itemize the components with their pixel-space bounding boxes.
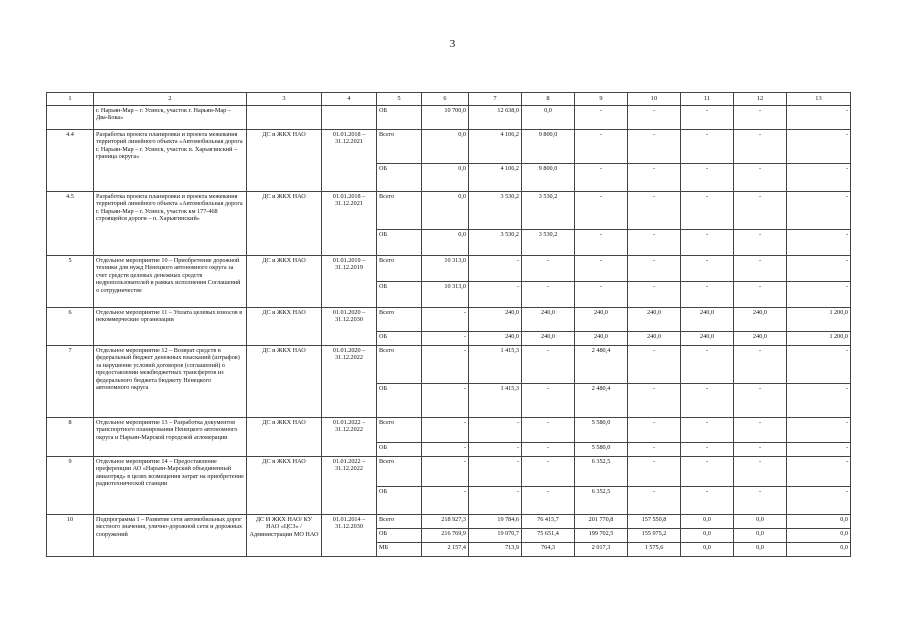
value-cell: 2 157,4 <box>422 543 469 557</box>
table-row <box>47 106 851 130</box>
value-cell: - <box>422 457 469 487</box>
value-cell: - <box>734 130 787 164</box>
value-cell: - <box>734 384 787 418</box>
row-name: Подпрограмма 1 – Развитие сети автомобильных дорог местного значения, улично-дорожной сети и дорожных сооружений <box>94 515 247 557</box>
value-cell: - <box>628 106 681 130</box>
col-header: 4 <box>322 93 377 106</box>
value-cell: - <box>469 282 522 308</box>
value-cell: - <box>469 443 522 457</box>
finance-type: ОБ <box>377 487 422 515</box>
value-cell: 155 975,2 <box>628 529 681 543</box>
period: 01.01.2014 – 31.12.2030 <box>322 515 377 557</box>
col-header: 10 <box>628 93 681 106</box>
value-cell: - <box>469 457 522 487</box>
value-cell: 0,0 <box>681 515 734 529</box>
value-cell: - <box>681 282 734 308</box>
value-cell: - <box>681 487 734 515</box>
value-cell: - <box>422 308 469 332</box>
value-cell: 240,0 <box>681 332 734 346</box>
value-cell: 216 769,9 <box>422 529 469 543</box>
value-cell: - <box>628 282 681 308</box>
finance-type: Всего <box>377 256 422 282</box>
value-cell: - <box>734 164 787 192</box>
value-cell: - <box>422 418 469 443</box>
finance-type: МБ <box>377 543 422 557</box>
value-cell: - <box>522 282 575 308</box>
value-cell: - <box>734 457 787 487</box>
table-row <box>47 515 851 529</box>
finance-type: ОБ <box>377 529 422 543</box>
value-cell: - <box>575 192 628 230</box>
finance-type: Всего <box>377 418 422 443</box>
value-cell: - <box>681 256 734 282</box>
value-cell: - <box>628 384 681 418</box>
executor: ДС И ЖКХ НАО/ КУ НАО «ЦСЗ» / Администрации МО НАО <box>247 515 322 557</box>
value-cell: - <box>628 457 681 487</box>
value-cell: 1 415,3 <box>469 384 522 418</box>
value-cell: - <box>787 256 851 282</box>
value-cell: - <box>787 443 851 457</box>
value-cell: - <box>422 443 469 457</box>
row-number: 4.5 <box>47 192 94 256</box>
value-cell: 0,0 <box>422 230 469 256</box>
value-cell: - <box>734 418 787 443</box>
value-cell: - <box>681 457 734 487</box>
executor: ДС и ЖКХ НАО <box>247 308 322 346</box>
value-cell: 2 480,4 <box>575 384 628 418</box>
value-cell: - <box>681 192 734 230</box>
value-cell: 10 700,0 <box>422 106 469 130</box>
value-cell: - <box>681 164 734 192</box>
finance-type: ОБ <box>377 230 422 256</box>
period: 01.01.2018 – 31.12.2021 <box>322 130 377 192</box>
value-cell: - <box>681 106 734 130</box>
value-cell: 0,0 <box>522 106 575 130</box>
value-cell: - <box>422 332 469 346</box>
value-cell: - <box>628 487 681 515</box>
value-cell: 240,0 <box>522 332 575 346</box>
value-cell: 3 530,2 <box>522 230 575 256</box>
value-cell: - <box>469 256 522 282</box>
finance-type: Всего <box>377 346 422 384</box>
executor: ДС и ЖКХ НАО <box>247 256 322 308</box>
row-name: Отдельное мероприятие 14 – Предоставление преференции АО «Нарьян-Марский объединенный авиаотряд» в целях возмещения затрат на приобретение радиотехнической станции <box>94 457 247 515</box>
col-header: 7 <box>469 93 522 106</box>
value-cell: 201 770,8 <box>575 515 628 529</box>
value-cell: 713,9 <box>469 543 522 557</box>
value-cell: 157 550,8 <box>628 515 681 529</box>
value-cell: 240,0 <box>628 308 681 332</box>
finance-type: Всего <box>377 515 422 529</box>
value-cell: - <box>787 457 851 487</box>
finance-type: Всего <box>377 192 422 230</box>
value-cell: 240,0 <box>628 332 681 346</box>
header-row <box>47 93 851 106</box>
value-cell: - <box>787 282 851 308</box>
finance-type: ОБ <box>377 164 422 192</box>
table-row <box>47 308 851 332</box>
value-cell: 5 580,0 <box>575 418 628 443</box>
value-cell: 0,0 <box>681 529 734 543</box>
value-cell: 199 702,5 <box>575 529 628 543</box>
value-cell: 240,0 <box>469 308 522 332</box>
value-cell: - <box>734 192 787 230</box>
value-cell: - <box>522 346 575 384</box>
value-cell: - <box>575 106 628 130</box>
value-cell: 5 580,0 <box>575 443 628 457</box>
value-cell: - <box>734 230 787 256</box>
value-cell: 0,0 <box>734 543 787 557</box>
value-cell: 6 352,5 <box>575 457 628 487</box>
value-cell: 0,0 <box>787 515 851 529</box>
row-name: Отдельное мероприятие 10 – Приобретение дорожной техники для нужд Ненецкого автономного округа за счет средств целевых денежных средств недропользователей в рамках исполнения Соглашений о сотрудничестве <box>94 256 247 308</box>
value-cell: 12 638,0 <box>469 106 522 130</box>
value-cell: 764,3 <box>522 543 575 557</box>
value-cell: - <box>734 256 787 282</box>
value-cell: 4 106,2 <box>469 130 522 164</box>
value-cell: 0,0 <box>734 529 787 543</box>
value-cell: - <box>575 282 628 308</box>
finance-type: Всего <box>377 457 422 487</box>
value-cell: - <box>734 106 787 130</box>
value-cell: - <box>787 487 851 515</box>
value-cell: - <box>422 487 469 515</box>
value-cell: - <box>787 346 851 384</box>
row-number: 8 <box>47 418 94 457</box>
value-cell: 240,0 <box>575 332 628 346</box>
value-cell: 1 200,0 <box>787 308 851 332</box>
value-cell: - <box>422 346 469 384</box>
value-cell: - <box>628 443 681 457</box>
table-row <box>47 130 851 164</box>
value-cell: 240,0 <box>734 332 787 346</box>
row-name: Разработка проекта планировки и проекта межевания территорий линейного объекта «Автомобильная дорога г. Нарьян-Мар – г. Усинск, участок п. Харьягинский – граница округа» <box>94 130 247 192</box>
value-cell: 218 927,3 <box>422 515 469 529</box>
value-cell: - <box>787 106 851 130</box>
value-cell: 4 106,2 <box>469 164 522 192</box>
col-header: 6 <box>422 93 469 106</box>
col-header: 8 <box>522 93 575 106</box>
value-cell: - <box>469 418 522 443</box>
value-cell: - <box>522 457 575 487</box>
value-cell: - <box>575 230 628 256</box>
table-row <box>47 457 851 487</box>
value-cell: - <box>522 384 575 418</box>
value-cell: - <box>734 487 787 515</box>
budget-table <box>46 92 851 557</box>
executor: ДС и ЖКХ НАО <box>247 346 322 418</box>
row-name: Отдельное мероприятие 11 – Уплата целевых взносов в некоммерческие организации <box>94 308 247 346</box>
value-cell: - <box>628 192 681 230</box>
value-cell: 240,0 <box>469 332 522 346</box>
executor: ДС и ЖКХ НАО <box>247 130 322 192</box>
value-cell: 1 200,0 <box>787 332 851 346</box>
executor: ДС и ЖКХ НАО <box>247 192 322 256</box>
value-cell: - <box>628 164 681 192</box>
value-cell: 3 530,2 <box>522 192 575 230</box>
value-cell: - <box>681 384 734 418</box>
row-name: г. Нарьян-Мар – г. Усинск, участок г. Нарьян-Мар – Два-Бока» <box>94 106 247 130</box>
page-number: 3 <box>449 38 456 50</box>
finance-type: ОБ <box>377 332 422 346</box>
finance-type: ОБ <box>377 282 422 308</box>
row-number: 5 <box>47 256 94 308</box>
period: 01.01.2018 – 31.12.2021 <box>322 192 377 256</box>
value-cell: - <box>628 230 681 256</box>
value-cell: 2 017,3 <box>575 543 628 557</box>
finance-type: Всего <box>377 130 422 164</box>
row-number: 4.4 <box>47 130 94 192</box>
value-cell: 240,0 <box>575 308 628 332</box>
table-row <box>47 256 851 282</box>
value-cell: 19 070,7 <box>469 529 522 543</box>
col-header: 3 <box>247 93 322 106</box>
value-cell: - <box>628 418 681 443</box>
value-cell: - <box>787 130 851 164</box>
value-cell: 1 415,3 <box>469 346 522 384</box>
value-cell: - <box>681 130 734 164</box>
col-header: 9 <box>575 93 628 106</box>
value-cell: 75 651,4 <box>522 529 575 543</box>
value-cell: 9 800,0 <box>522 164 575 192</box>
value-cell: 240,0 <box>681 308 734 332</box>
value-cell: - <box>575 256 628 282</box>
value-cell: 0,0 <box>787 529 851 543</box>
value-cell: 240,0 <box>734 308 787 332</box>
table-row <box>47 418 851 443</box>
value-cell: 0,0 <box>422 130 469 164</box>
value-cell: - <box>628 130 681 164</box>
value-cell: - <box>734 443 787 457</box>
period: 01.01.2020 – 31.12.2030 <box>322 308 377 346</box>
value-cell: - <box>681 418 734 443</box>
value-cell: - <box>469 487 522 515</box>
table-row <box>47 346 851 384</box>
finance-type: ОБ <box>377 384 422 418</box>
value-cell: 9 800,0 <box>522 130 575 164</box>
col-header: 11 <box>681 93 734 106</box>
col-header: 5 <box>377 93 422 106</box>
value-cell: - <box>522 256 575 282</box>
period: 01.01.2019 – 31.12.2019 <box>322 256 377 308</box>
value-cell: 10 313,0 <box>422 282 469 308</box>
row-number: 7 <box>47 346 94 418</box>
value-cell: 19 784,6 <box>469 515 522 529</box>
value-cell: - <box>522 487 575 515</box>
col-header: 2 <box>94 93 247 106</box>
value-cell: 3 530,2 <box>469 230 522 256</box>
value-cell: 1 575,6 <box>628 543 681 557</box>
finance-type: ОБ <box>377 443 422 457</box>
value-cell: - <box>575 130 628 164</box>
value-cell: - <box>734 282 787 308</box>
row-number: 9 <box>47 457 94 515</box>
row-name: Отдельное мероприятие 12 – Возврат средств в федеральный бюджет денежных взысканий (штрафов) за нарушение условий договоров (соглашений) о предоставлении межбюджетных трансфертов из федерального бюджета бюджету Ненецкого автономного округа <box>94 346 247 418</box>
value-cell: 240,0 <box>522 308 575 332</box>
finance-type: ОБ <box>377 106 422 130</box>
value-cell: 10 313,0 <box>422 256 469 282</box>
value-cell: 0,0 <box>734 515 787 529</box>
col-header: 1 <box>47 93 94 106</box>
value-cell: - <box>628 256 681 282</box>
executor: ДС и ЖКХ НАО <box>247 457 322 515</box>
value-cell: 6 352,5 <box>575 487 628 515</box>
value-cell: - <box>787 192 851 230</box>
col-header: 12 <box>734 93 787 106</box>
value-cell: - <box>522 418 575 443</box>
value-cell: - <box>787 384 851 418</box>
value-cell: - <box>628 346 681 384</box>
value-cell: - <box>787 230 851 256</box>
executor: ДС и ЖКХ НАО <box>247 418 322 457</box>
row-name: Отдельное мероприятие 13 – Разработка документов транспортного планирования Ненецкого автономного округа и Нарьян-Марской городской агломерации <box>94 418 247 457</box>
value-cell: - <box>787 164 851 192</box>
value-cell: - <box>787 418 851 443</box>
value-cell: 0,0 <box>422 192 469 230</box>
table-row <box>47 192 851 230</box>
value-cell: 3 530,2 <box>469 192 522 230</box>
row-number: 6 <box>47 308 94 346</box>
value-cell: 0,0 <box>787 543 851 557</box>
value-cell: 0,0 <box>681 543 734 557</box>
value-cell: - <box>734 346 787 384</box>
row-name: Разработка проекта планировки и проекта межевания территорий линейного объекта «Автомобильная дорога г. Нарьян-Мар – г. Усинск, участок км 177-468 строящейся дороги – п. Харьягинский» <box>94 192 247 256</box>
value-cell: 76 415,7 <box>522 515 575 529</box>
value-cell: - <box>422 384 469 418</box>
col-header: 13 <box>787 93 851 106</box>
finance-type: Всего <box>377 308 422 332</box>
value-cell: - <box>681 230 734 256</box>
period: 01.01.2022 – 31.12.2022 <box>322 457 377 515</box>
period: 01.01.2020 – 31.12.2022 <box>322 346 377 418</box>
value-cell: - <box>575 164 628 192</box>
value-cell: - <box>522 443 575 457</box>
value-cell: - <box>681 443 734 457</box>
value-cell: - <box>681 346 734 384</box>
period: 01.01.2022 – 31.12.2022 <box>322 418 377 457</box>
value-cell: 0,0 <box>422 164 469 192</box>
value-cell: 2 480,4 <box>575 346 628 384</box>
row-number: 10 <box>47 515 94 557</box>
